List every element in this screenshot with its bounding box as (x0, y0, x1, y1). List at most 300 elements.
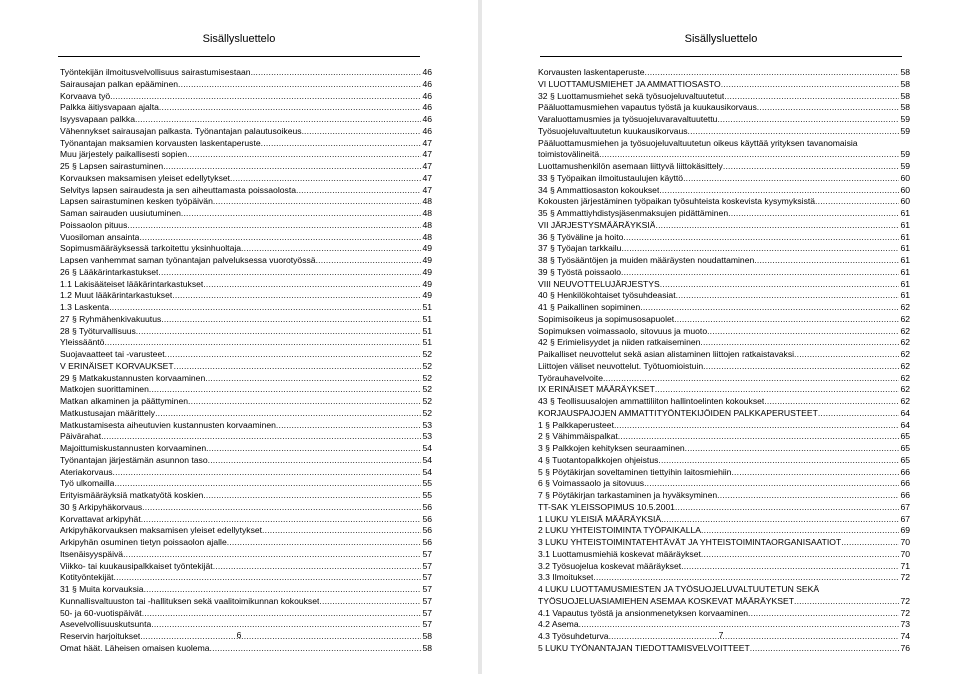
toc-entry[interactable] (60, 91, 432, 103)
toc-entry-page: 47 (422, 137, 432, 148)
toc-entry-label: 43 § Teollisuusalojen ammattiliiton hallintoelinten kokoukset (538, 396, 765, 406)
toc-entry-label: IX ERINÄISET MÄÄRÄYKSET (538, 384, 655, 395)
toc-entry-page: 49 (422, 255, 432, 265)
toc-entry-page: 53 (422, 419, 432, 430)
toc-entry-label: TYÖSUOJELUASIAMIEHEN ASEMAA KOSKEVAT MÄÄRÄYKSET (538, 595, 794, 606)
toc-entry-page: 51 (422, 313, 432, 324)
toc-entry[interactable] (60, 290, 432, 302)
toc-leader-dots (155, 408, 421, 420)
toc-entry[interactable] (60, 138, 432, 150)
toc-entry[interactable] (538, 67, 910, 79)
toc-entry[interactable] (538, 243, 910, 255)
toc-leader-dots (141, 514, 422, 526)
toc-entry-label: Työnantajan järjestämän asunnon taso (60, 454, 208, 465)
toc-entry[interactable] (60, 608, 432, 620)
toc-entry-page: 56 (422, 537, 432, 547)
toc-entry[interactable] (60, 467, 432, 479)
toc-entry[interactable] (60, 79, 432, 91)
toc-entry-label: 25 § Lapsen sairastuminen (60, 161, 164, 171)
toc-entry-label: Palkka äitiysvapaan ajalta (60, 102, 159, 113)
toc-entry-label: 32 § Luottamusmiehet sekä työsuojeluvaltuutetut (538, 90, 725, 101)
toc-entry[interactable] (538, 478, 910, 490)
toc-entry[interactable] (60, 326, 432, 338)
toc-entry-page: 62 (900, 396, 910, 406)
toc-leader-dots (123, 549, 421, 561)
toc-entry-label: Omat häät. Läheisen omaisen kuolema (60, 642, 210, 653)
toc-entry-label: 4 LUKU LUOTTAMUSMIESTEN JA TYÖSUOJELUVALTUUTETUN SEKÄ (538, 584, 820, 594)
toc-entry[interactable] (60, 502, 432, 514)
toc-entry[interactable] (538, 431, 910, 443)
toc-entry-label: Pääluottamusmiehen ja työsuojeluvaltuutetun oikeus käyttää yrityksen tavanomaisia (538, 137, 858, 148)
toc-leader-dots (685, 443, 900, 455)
toc-entry[interactable] (538, 537, 910, 549)
toc-leader-dots (841, 537, 899, 549)
toc-leader-dots (136, 326, 422, 338)
toc-entry-page: 52 (422, 396, 432, 406)
toc-leader-dots (717, 114, 899, 126)
toc-leader-dots (644, 478, 899, 490)
toc-entry[interactable] (60, 196, 432, 208)
toc-leader-dots (674, 314, 899, 326)
toc-leader-dots (163, 161, 421, 173)
page-header: Sisällysluettelo (202, 33, 276, 45)
toc-entry-page: 56 (422, 501, 432, 512)
toc-leader-dots (599, 149, 899, 161)
toc-entry-page: 62 (900, 372, 910, 383)
toc-entry-page: 57 (422, 560, 432, 571)
toc-entry[interactable] (538, 149, 910, 161)
toc-entry-page: 57 (422, 548, 432, 559)
toc-entry-label: Arkipyhän osuminen tietyn poissaolon ajalle (60, 537, 227, 547)
toc-entry-label: KORJAUSPAJOJEN AMMATTITYÖNTEKIJÖIDEN PALKKAPERUSTEET (538, 407, 818, 418)
toc-entry[interactable] (60, 478, 432, 490)
toc-entry[interactable] (60, 302, 432, 314)
toc-entry[interactable] (60, 537, 432, 549)
toc-entry-label: 3.1 Luottamusmiehiä koskevat määräykset (538, 548, 701, 559)
toc-entry-page: 55 (422, 478, 432, 489)
toc-entry-page: 61 (900, 219, 910, 230)
toc-entry[interactable] (538, 220, 910, 232)
toc-entry[interactable] (60, 490, 432, 502)
toc-entry[interactable] (538, 584, 910, 596)
toc-leader-dots (104, 337, 421, 349)
toc-entry-page: 62 (900, 384, 910, 395)
toc-entry-page: 62 (900, 313, 910, 324)
toc-entry[interactable] (538, 102, 910, 114)
toc-entry-page: 61 (900, 208, 910, 218)
toc-entry-label: 5 § Pöytäkirjan soveltaminen tiettyihin laitosmiehiin (538, 466, 732, 477)
toc-leader-dots (818, 408, 900, 420)
toc-entry-label: Työntekijän ilmoitusvelvollisuus sairastumisestaan. (60, 67, 253, 77)
toc-entry[interactable] (538, 408, 910, 420)
toc-leader-dots (109, 302, 421, 314)
toc-leader-dots (241, 243, 421, 255)
toc-entry-page: 59 (900, 125, 910, 136)
toc-entry-page: 58 (900, 67, 910, 77)
toc-entry-label: 40 § Henkilökohtaiset työsuhdeasiat (538, 290, 676, 301)
toc-list (538, 67, 910, 655)
toc-entry-page: 74 (900, 631, 910, 641)
toc-entry-label: Paikalliset neuvottelut sekä asian alistaminen liittojen ratkaistavaksi (538, 349, 795, 359)
toc-entry-page: 51 (422, 325, 432, 336)
toc-entry-label: Työnantajan maksamien korvausten laskentaperuste (60, 137, 261, 148)
toc-entry-label: 3.3 Ilmoitukset (538, 572, 594, 583)
toc-entry[interactable] (538, 208, 910, 220)
toc-entry[interactable] (538, 290, 910, 302)
toc-leader-dots (645, 67, 900, 79)
toc-entry[interactable] (60, 514, 432, 526)
toc-entry[interactable] (60, 584, 432, 596)
toc-entry[interactable] (538, 302, 910, 314)
toc-entry-page: 67 (900, 513, 910, 524)
toc-entry-page: 48 (422, 208, 432, 218)
toc-entry[interactable] (538, 490, 910, 502)
toc-entry-page: 46 (422, 102, 432, 113)
toc-entry-label: toimistovälineitä (538, 149, 600, 160)
toc-leader-dots (700, 337, 899, 349)
toc-entry-page: 55 (422, 490, 432, 500)
toc-entry[interactable] (60, 102, 432, 114)
toc-entry[interactable] (60, 161, 432, 173)
toc-entry-label: Työsuojeluvaltuutetun kuukausikorvaus (538, 125, 688, 136)
toc-entry[interactable] (538, 514, 910, 526)
toc-entry-page: 56 (422, 525, 432, 536)
toc-entry-label: Poissaolon pituus (60, 219, 128, 230)
toc-entry-label: Sopimuksen voimassaolo, sitovuus ja muoto (538, 325, 708, 336)
toc-entry-page: 58 (900, 102, 910, 113)
left-page (0, 0, 478, 674)
toc-entry-page: 61 (900, 243, 910, 254)
toc-entry[interactable] (60, 373, 432, 385)
toc-entry-page: 59 (900, 114, 910, 124)
toc-entry-label: Korvattavat arkipyhät (60, 513, 141, 524)
toc-entry[interactable] (538, 114, 910, 126)
toc-entry-page: 57 (422, 572, 432, 583)
toc-list (60, 67, 432, 655)
toc-entry[interactable] (60, 185, 432, 197)
toc-entry-label: 39 § Työstä poissaolo (538, 266, 621, 277)
toc-leader-dots (728, 208, 899, 220)
toc-entry-page: 56 (422, 513, 432, 524)
toc-leader-dots (172, 290, 421, 302)
toc-leader-dots (206, 443, 421, 455)
toc-entry[interactable] (538, 643, 910, 655)
toc-entry-label: Isyysvapaan palkka (60, 114, 135, 124)
toc-entry[interactable] (538, 138, 910, 150)
toc-entry-page: 76 (900, 642, 910, 653)
toc-entry[interactable] (538, 173, 910, 185)
toc-entry[interactable] (60, 279, 432, 291)
toc-entry[interactable] (538, 349, 910, 361)
toc-entry-label: 5 LUKU TYÖNANTAJAN TIEDOTTAMISVELVOITTEET (538, 642, 750, 653)
toc-entry-label: Lapsen vanhemmat saman työnantajan palveluksessa vuorotyössä (60, 255, 316, 265)
toc-leader-dots (161, 314, 421, 326)
toc-entry-label: 4.3 Työsuhdeturva (538, 631, 609, 641)
toc-entry-label: Päivärahat (60, 431, 102, 442)
toc-leader-dots (203, 279, 421, 291)
toc-entry-page: 58 (422, 642, 432, 653)
toc-entry[interactable] (60, 220, 432, 232)
toc-entry-label: 4.2 Asema (538, 619, 579, 630)
toc-entry[interactable] (60, 525, 432, 537)
toc-entry[interactable] (538, 279, 910, 291)
toc-leader-dots (187, 149, 421, 161)
toc-entry-label: 1 LUKU YLEISIÄ MÄÄRÄYKSIÄ (538, 513, 662, 524)
toc-leader-dots (794, 349, 899, 361)
toc-entry-label: Matkustamisesta aiheutuvien kustannusten korvaaminen (60, 419, 276, 430)
toc-leader-dots (262, 525, 421, 537)
toc-entry[interactable] (538, 79, 910, 91)
toc-entry-label: 34 § Ammattiosaston kokoukset (538, 184, 660, 195)
toc-entry-label: 4.1 Vapautus työstä ja ansionmenetyksen korvaaminen (538, 607, 749, 618)
toc-entry-page: 72 (900, 607, 910, 618)
toc-entry[interactable] (60, 549, 432, 561)
toc-entry[interactable] (60, 596, 432, 608)
toc-leader-dots (213, 561, 422, 573)
toc-leader-dots (188, 396, 421, 408)
toc-leader-dots (101, 431, 421, 443)
toc-entry-label: Lapsen sairastuminen kesken työpäivän (60, 196, 213, 207)
toc-entry-label: 42 § Erimielisyydet ja niiden ratkaiseminen (538, 337, 701, 348)
header-rule (540, 56, 902, 57)
toc-entry[interactable] (538, 161, 910, 173)
toc-entry-label: 3.2 Työsuojelua koskevat määräykset (538, 560, 682, 571)
toc-entry-page: 59 (900, 149, 910, 160)
toc-entry[interactable] (60, 255, 432, 267)
toc-entry[interactable] (60, 431, 432, 443)
toc-leader-dots (158, 267, 421, 279)
toc-leader-dots (675, 502, 900, 514)
toc-entry[interactable] (538, 314, 910, 326)
toc-entry[interactable] (60, 114, 432, 126)
toc-entry[interactable] (538, 373, 910, 385)
toc-entry-label: 36 § Työväline ja hoito (538, 231, 624, 242)
toc-leader-dots (754, 255, 899, 267)
toc-leader-dots (724, 91, 899, 103)
toc-entry-label: 27 § Ryhmähenkivakuutus (60, 313, 162, 324)
toc-entry[interactable] (60, 396, 432, 408)
toc-entry-page: 66 (900, 490, 910, 500)
toc-entry-page: 58 (900, 90, 910, 101)
toc-leader-dots (261, 138, 422, 150)
toc-entry-page: 59 (900, 161, 910, 171)
toc-leader-dots (723, 161, 900, 173)
page-header: Sisällysluettelo (684, 33, 758, 45)
toc-entry-label: Työrauhavelvoite (538, 372, 603, 383)
toc-entry[interactable] (60, 173, 432, 185)
toc-entry[interactable] (538, 384, 910, 396)
toc-entry-label: Matkustusajan määrittely (60, 407, 156, 418)
toc-entry-page: 62 (900, 349, 910, 359)
toc-entry-label: 35 § Ammattiyhdistysjäsenmaksujen pidättäminen (538, 208, 729, 218)
toc-entry[interactable] (538, 596, 910, 608)
toc-entry-page: 65 (900, 431, 910, 442)
toc-entry-page: 49 (422, 266, 432, 277)
toc-entry[interactable] (538, 608, 910, 620)
toc-entry-page: 54 (422, 443, 432, 453)
toc-entry-label: Suojavaatteet tai -varusteet (60, 349, 165, 359)
toc-entry-page: 62 (900, 302, 910, 312)
toc-entry-label: Kotityöntekijät (60, 572, 114, 583)
toc-entry-label: 41 § Paikallinen sopiminen (538, 302, 641, 312)
toc-entry-label: 7 § Pöytäkirjan tarkastaminen ja hyväksyminen (538, 490, 718, 500)
toc-leader-dots (757, 102, 900, 114)
toc-entry-label: VIII NEUVOTTELUJÄRJESTYS (538, 278, 660, 289)
toc-entry-label: Viikko- tai kuukausipalkkaiset työntekijät (60, 560, 213, 571)
toc-entry-label: 6 § Voimassaolo ja sitovuus (538, 478, 645, 489)
toc-entry-label: 31 § Muita korvauksia (60, 584, 144, 594)
toc-leader-dots (230, 173, 421, 185)
toc-entry-page: 60 (900, 184, 910, 195)
toc-entry[interactable] (60, 361, 432, 373)
toc-entry-page: 47 (422, 161, 432, 171)
toc-entry-label: Reservin harjoitukset (60, 631, 141, 641)
toc-entry[interactable] (60, 208, 432, 220)
toc-entry-page: 62 (900, 337, 910, 348)
toc-entry[interactable] (538, 232, 910, 244)
toc-leader-dots (213, 196, 422, 208)
right-page (482, 0, 960, 674)
toc-leader-dots (815, 196, 899, 208)
toc-leader-dots (655, 384, 900, 396)
toc-entry[interactable] (538, 525, 910, 537)
toc-entry-label: 4 § Tuotantopalkkojen ohjeistus (538, 454, 659, 465)
toc-entry-label: 26 § Lääkärintarkastukset (60, 266, 159, 277)
toc-entry-page: 52 (422, 349, 432, 359)
toc-entry-label: VI LUOTTAMUSMIEHET JA AMMATTIOSASTO (538, 78, 721, 89)
toc-entry[interactable] (538, 572, 910, 584)
toc-entry-page: 61 (900, 231, 910, 242)
toc-entry[interactable] (60, 267, 432, 279)
toc-entry[interactable] (60, 337, 432, 349)
toc-leader-dots (203, 490, 421, 502)
toc-entry[interactable] (538, 502, 910, 514)
toc-entry[interactable] (60, 384, 432, 396)
header-rule (58, 56, 420, 57)
toc-entry-page: 61 (900, 278, 910, 289)
toc-entry[interactable] (538, 455, 910, 467)
toc-entry-page: 61 (900, 255, 910, 265)
toc-entry[interactable] (60, 314, 432, 326)
toc-leader-dots (319, 596, 421, 608)
toc-entry[interactable] (60, 455, 432, 467)
toc-entry-page: 64 (900, 407, 910, 418)
toc-leader-dots (149, 384, 422, 396)
toc-entry-label: TT-SAK YLEISSOPIMUS 10.5.2001 (538, 501, 675, 512)
toc-leader-dots (703, 361, 899, 373)
toc-entry-label: Liittojen väliset neuvottelut. Työtuomioistuin (538, 360, 704, 371)
toc-entry-page: 48 (422, 231, 432, 242)
toc-entry-page: 52 (422, 360, 432, 371)
toc-entry-page: 52 (422, 372, 432, 383)
toc-entry-label: Majoittumiskustannusten korvaaminen (60, 443, 207, 453)
toc-entry[interactable] (60, 561, 432, 573)
toc-leader-dots (142, 502, 421, 514)
toc-leader-dots (208, 455, 422, 467)
toc-entry-page: 71 (900, 560, 910, 571)
toc-entry[interactable] (60, 232, 432, 244)
toc-entry-page: 48 (422, 196, 432, 207)
toc-entry-page: 48 (422, 219, 432, 230)
toc-entry-page: 62 (900, 360, 910, 371)
toc-entry-label: Muu järjestely paikallisesti sopien (60, 149, 188, 160)
toc-entry[interactable] (538, 126, 910, 138)
toc-entry-label: VII JÄRJESTYSMÄÄRÄYKSIÄ (538, 219, 656, 230)
toc-entry-page: 54 (422, 454, 432, 465)
toc-entry[interactable] (538, 337, 910, 349)
toc-entry-page: 54 (422, 466, 432, 477)
toc-entry[interactable] (538, 396, 910, 408)
toc-entry[interactable] (538, 267, 910, 279)
toc-entry-page: 49 (422, 243, 432, 254)
toc-entry-label: Saman sairauden uusiutuminen (60, 208, 181, 218)
toc-entry-page: 51 (422, 302, 432, 312)
toc-entry[interactable] (60, 126, 432, 138)
toc-entry[interactable] (60, 443, 432, 455)
toc-entry[interactable] (538, 185, 910, 197)
toc-leader-dots (181, 208, 422, 220)
toc-entry-page: 67 (900, 501, 910, 512)
toc-entry[interactable] (60, 408, 432, 420)
toc-leader-dots (688, 126, 900, 138)
toc-entry[interactable] (538, 91, 910, 103)
toc-entry-label: Korvaava työ (60, 90, 111, 101)
toc-entry[interactable] (538, 443, 910, 455)
toc-entry[interactable] (538, 561, 910, 573)
toc-leader-dots (114, 478, 421, 490)
toc-leader-dots (276, 420, 422, 432)
toc-entry-label: Sairausajan palkan epääminen (60, 78, 179, 89)
toc-entry[interactable] (60, 420, 432, 432)
toc-entry-label: Korvauksen maksamisen yleiset edellytykset (60, 172, 231, 183)
toc-leader-dots (701, 525, 899, 537)
toc-leader-dots (621, 267, 899, 279)
toc-entry[interactable] (538, 361, 910, 373)
toc-entry-label: Arkipyhäkorvauksen maksamisen yleiset edellytykset (60, 525, 263, 536)
toc-entry[interactable] (538, 326, 910, 338)
toc-entry-label: 28 § Työturvallisuus (60, 325, 136, 336)
toc-entry-page: 46 (422, 125, 432, 136)
toc-leader-dots (618, 431, 900, 443)
toc-entry[interactable] (538, 196, 910, 208)
toc-leader-dots (603, 373, 899, 385)
toc-entry[interactable] (60, 149, 432, 161)
toc-entry[interactable] (60, 349, 432, 361)
toc-entry-label: Kokousten järjestäminen työpaikan työsuhteista koskevista kysymyksistä (538, 196, 816, 207)
toc-entry[interactable] (538, 255, 910, 267)
toc-entry-page: 65 (900, 443, 910, 453)
toc-entry[interactable] (538, 467, 910, 479)
toc-entry-page: 66 (900, 478, 910, 489)
toc-leader-dots (127, 220, 421, 232)
toc-leader-dots (159, 102, 422, 114)
toc-leader-dots (165, 349, 422, 361)
toc-entry-label: Vähennykset sairausajan palkasta. Työnantajan palautusoikeus. (60, 125, 304, 136)
toc-leader-dots (139, 232, 421, 244)
toc-entry-label: V ERINÄISET KORVAUKSET (60, 360, 174, 371)
toc-entry-label: Selvitys lapsen sairaudesta ja sen aiheuttamasta poissaolosta (60, 184, 296, 195)
toc-entry[interactable] (60, 643, 432, 655)
toc-leader-dots (253, 67, 421, 79)
toc-entry[interactable] (60, 243, 432, 255)
toc-entry[interactable] (538, 420, 910, 432)
toc-leader-dots (227, 537, 422, 549)
toc-entry-label: Työ ulkomailla (60, 478, 115, 489)
toc-entry[interactable] (538, 549, 910, 561)
toc-entry-label: Varaluottamusmies ja työsuojeluvaravaltuutettu (538, 114, 718, 124)
toc-entry[interactable] (60, 572, 432, 584)
toc-entry[interactable] (60, 67, 432, 79)
